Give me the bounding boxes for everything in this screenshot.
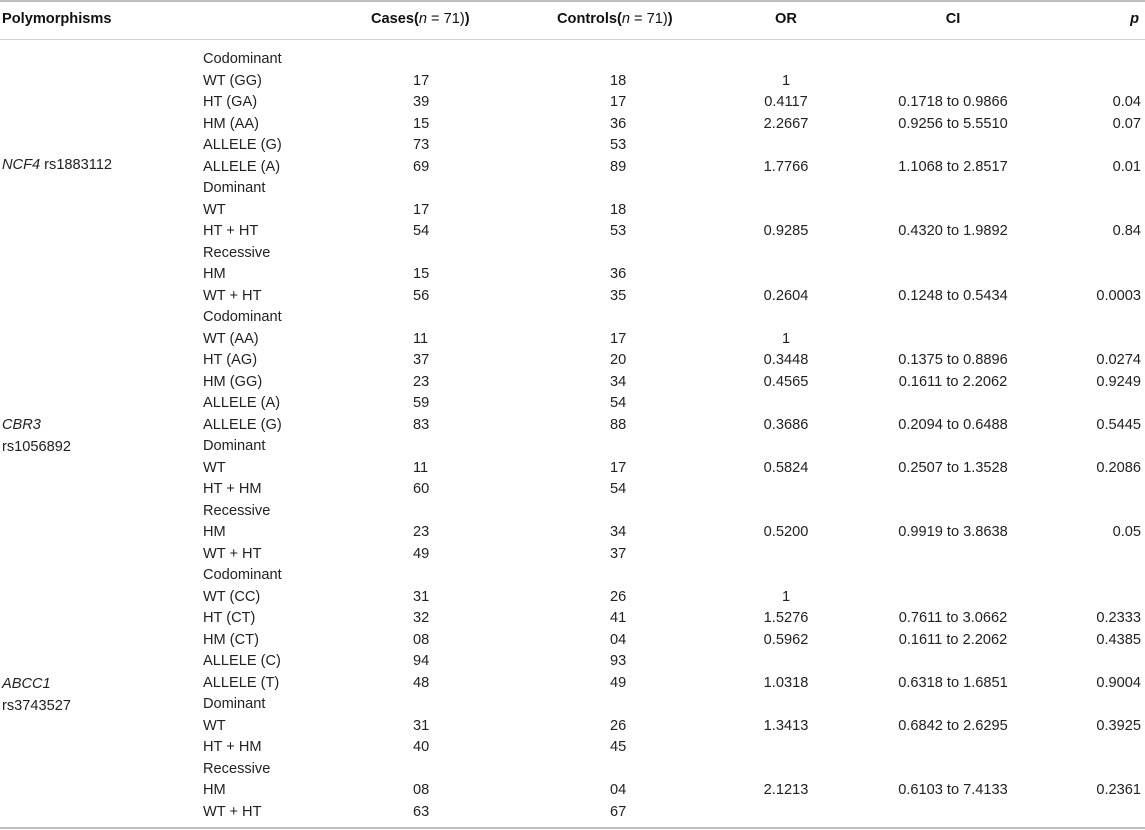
genotype-cell: HT (CT) <box>203 610 256 626</box>
table-row <box>0 221 1145 243</box>
ci-cell: 0.1718 to 0.9866 <box>898 94 1008 110</box>
or-cell: 2.1213 <box>763 782 809 798</box>
p-value-cell: 0.2086 <box>1096 459 1141 476</box>
header-controls-n: n <box>621 11 630 27</box>
cases-cell: 31 <box>413 717 430 734</box>
controls-cell: 37 <box>610 545 627 562</box>
or-cell: 0.3686 <box>763 416 809 433</box>
p-value-cell: 0.84 <box>1112 223 1141 239</box>
p-value-cell: 0.9249 <box>1096 373 1141 390</box>
genotype-cell: WT <box>203 201 226 218</box>
table-row <box>0 608 1145 630</box>
table-row <box>0 522 1145 544</box>
ci-cell: 0.6103 to 7.4133 <box>898 782 1008 798</box>
genotype-cell: HM <box>203 782 226 798</box>
table-row <box>0 458 1145 480</box>
controls-cell: 26 <box>610 588 627 605</box>
controls-cell: 17 <box>610 94 627 110</box>
or-cell: 1 <box>781 588 791 605</box>
cases-cell: 73 <box>413 137 430 153</box>
p-value-cell: 0.2361 <box>1096 782 1141 798</box>
polymorphism-label <box>2 415 71 458</box>
genotype-cell: Dominant <box>203 438 266 454</box>
snp-id: rs3743527 <box>2 697 71 714</box>
genotype-cell: ALLELE (A) <box>203 158 281 175</box>
p-value-cell: 0.9004 <box>1096 674 1141 691</box>
cases-cell: 17 <box>413 72 430 89</box>
table-row <box>0 651 1145 673</box>
controls-cell: 35 <box>610 287 627 304</box>
cases-cell: 48 <box>413 674 430 691</box>
controls-cell: 36 <box>610 115 627 132</box>
genotype-cell: WT + HT <box>203 545 262 562</box>
gene-name: NCF4 <box>2 156 41 173</box>
genotype-cell: Dominant <box>203 180 266 196</box>
ci-cell: 0.2094 to 0.6488 <box>898 416 1008 433</box>
genotype-cell: Recessive <box>203 244 271 261</box>
table-row <box>0 630 1145 652</box>
header-cases-prefix: Cases( <box>371 11 419 27</box>
cases-cell: 63 <box>413 803 430 820</box>
cases-cell: 23 <box>413 373 430 390</box>
genotype-cell: WT (AA) <box>203 330 259 347</box>
p-value-cell: 0.3925 <box>1096 717 1141 734</box>
p-value-cell: 0.01 <box>1112 158 1141 175</box>
p-value-cell: 0.0003 <box>1096 287 1141 304</box>
header-controls: Controls(n = 71)) <box>557 11 673 27</box>
genotype-cell: WT (CC) <box>203 588 261 605</box>
genotype-cell: Recessive <box>203 502 271 519</box>
ci-cell: 0.6318 to 1.6851 <box>898 674 1008 691</box>
p-value-cell: 0.05 <box>1112 524 1141 540</box>
cases-cell: 56 <box>413 287 430 304</box>
genotype-cell: ALLELE (C) <box>203 653 281 669</box>
ci-cell: 0.9256 to 5.5510 <box>898 115 1008 132</box>
header-cases-n: n <box>418 11 427 27</box>
header-ci: CI <box>945 11 961 27</box>
cases-cell: 11 <box>413 459 429 476</box>
table-bottom-rule <box>0 827 1145 829</box>
header-p: p <box>1130 11 1139 27</box>
table-row <box>0 92 1145 114</box>
cases-cell: 11 <box>413 330 429 347</box>
controls-cell: 17 <box>610 330 627 347</box>
cases-cell: 60 <box>413 481 430 497</box>
or-cell: 1 <box>781 330 791 347</box>
controls-cell: 41 <box>610 610 627 626</box>
controls-cell: 88 <box>610 416 627 433</box>
table-row <box>0 372 1145 394</box>
genotype-cell: WT (GG) <box>203 72 262 89</box>
table-row <box>0 415 1145 437</box>
or-cell: 1 <box>781 72 791 89</box>
table-row <box>0 178 1145 200</box>
cases-cell: 37 <box>413 352 430 368</box>
or-cell: 0.5824 <box>763 459 809 476</box>
table-row <box>0 243 1145 265</box>
or-cell: 0.9285 <box>763 223 809 239</box>
genotype-cell: Codominant <box>203 567 282 583</box>
genotype-cell: HM (AA) <box>203 115 259 132</box>
controls-cell: 93 <box>610 653 627 669</box>
header-controls-prefix: Controls( <box>557 11 622 27</box>
cases-cell: 08 <box>413 631 430 648</box>
or-cell: 1.5276 <box>763 610 809 626</box>
genotype-cell: HT + HM <box>203 481 262 497</box>
controls-cell: 34 <box>610 373 627 390</box>
controls-cell: 54 <box>610 481 627 497</box>
table-row <box>0 307 1145 329</box>
genotype-cell: HM (GG) <box>203 373 263 390</box>
polymorphism-label <box>2 155 112 177</box>
genotype-cell: ALLELE (G) <box>203 416 282 433</box>
cases-cell: 31 <box>413 588 430 605</box>
controls-cell: 18 <box>610 72 627 89</box>
controls-cell: 49 <box>610 674 627 691</box>
ci-cell: 0.4320 to 1.9892 <box>898 223 1008 239</box>
cases-cell: 94 <box>413 653 430 669</box>
controls-cell: 45 <box>610 739 627 755</box>
table-row <box>0 49 1145 71</box>
controls-cell: 36 <box>610 266 627 282</box>
controls-cell: 34 <box>610 524 627 540</box>
controls-cell: 04 <box>610 782 627 798</box>
table-row <box>0 350 1145 372</box>
genotype-cell: Recessive <box>203 760 271 777</box>
ci-cell: 0.1611 to 2.2062 <box>898 373 1008 390</box>
genotype-cell: WT <box>203 459 226 476</box>
genotype-cell: WT + HT <box>203 803 262 820</box>
table-row <box>0 737 1145 759</box>
table-row <box>0 436 1145 458</box>
header-polymorphisms: Polymorphisms <box>2 11 112 27</box>
ci-cell: 0.6842 to 2.6295 <box>898 717 1008 734</box>
table-row <box>0 802 1145 824</box>
controls-cell: 67 <box>610 803 627 820</box>
p-value-cell: 0.4385 <box>1096 631 1141 648</box>
header-controls-suffix: = 71) <box>629 11 668 27</box>
table-row <box>0 135 1145 157</box>
header-cases-suffix: = 71) <box>427 11 465 27</box>
p-value-cell: 0.2333 <box>1096 610 1141 626</box>
controls-cell: 53 <box>610 137 627 153</box>
cases-cell: 15 <box>413 115 430 132</box>
ci-cell: 0.2507 to 1.3528 <box>898 459 1008 476</box>
table-row <box>0 587 1145 609</box>
ci-cell: 1.1068 to 2.8517 <box>898 158 1008 175</box>
table-row <box>0 501 1145 523</box>
table-row <box>0 694 1145 716</box>
cases-cell: 23 <box>413 524 430 540</box>
controls-cell: 26 <box>610 717 627 734</box>
snp-id: rs1883112 <box>40 156 113 173</box>
controls-cell: 18 <box>610 201 627 218</box>
genotype-cell: HT (GA) <box>203 94 258 110</box>
table-row <box>0 329 1145 351</box>
p-value-cell: 0.07 <box>1112 115 1141 132</box>
or-cell: 0.3448 <box>763 352 809 368</box>
p-value-cell: 0.5445 <box>1096 416 1141 433</box>
or-cell: 0.4117 <box>764 94 808 110</box>
controls-cell: 20 <box>610 352 627 368</box>
table-row <box>0 673 1145 695</box>
genotype-cell: HM (CT) <box>203 631 259 648</box>
controls-cell: 17 <box>610 459 627 476</box>
genotype-cell: Dominant <box>203 696 266 712</box>
cases-cell: 17 <box>413 201 430 218</box>
cases-cell: 40 <box>413 739 430 755</box>
cases-cell: 08 <box>413 782 430 798</box>
or-cell: 0.5962 <box>763 631 809 648</box>
or-cell: 0.2604 <box>763 287 809 304</box>
cases-cell: 15 <box>413 266 430 282</box>
cases-cell: 49 <box>413 545 430 562</box>
controls-cell: 54 <box>610 395 627 411</box>
or-cell: 1.3413 <box>763 717 809 734</box>
genotype-cell: WT + HT <box>203 287 262 304</box>
p-value-cell: 0.04 <box>1112 94 1141 110</box>
table-row <box>0 759 1145 781</box>
table-row <box>0 157 1145 179</box>
controls-cell: 89 <box>610 158 627 175</box>
polymorphism-label <box>2 674 71 717</box>
or-cell: 1.0318 <box>763 674 809 691</box>
table-row <box>0 565 1145 587</box>
genotype-cell: ALLELE (T) <box>203 674 280 691</box>
ci-cell: 0.7611 to 3.0662 <box>898 610 1008 626</box>
genotype-cell: HM <box>203 266 226 282</box>
genotype-cell: ALLELE (G) <box>203 137 282 153</box>
table-row <box>0 71 1145 93</box>
ci-cell: 0.1611 to 2.2062 <box>898 631 1008 648</box>
cases-cell: 32 <box>413 610 430 626</box>
ci-cell: 0.1248 to 0.5434 <box>898 287 1008 304</box>
gene-name: CBR3 <box>2 417 41 433</box>
controls-cell: 04 <box>610 631 627 648</box>
or-cell: 2.2667 <box>763 115 809 132</box>
cases-cell: 83 <box>413 416 430 433</box>
ci-cell: 0.1375 to 0.8896 <box>898 352 1008 368</box>
p-value-cell: 0.0274 <box>1096 352 1141 368</box>
or-cell: 1.7766 <box>763 158 809 175</box>
genotype-cell: WT <box>203 717 226 734</box>
table-row <box>0 544 1145 566</box>
or-cell: 0.5200 <box>763 524 809 540</box>
gene-name: ABCC1 <box>2 676 51 692</box>
genotype-cell: Codominant <box>203 309 282 325</box>
cases-cell: 39 <box>413 94 430 110</box>
genotype-cell: HT + HT <box>203 223 259 239</box>
table-row <box>0 780 1145 802</box>
or-cell: 0.4565 <box>763 373 809 390</box>
header-rule <box>0 39 1145 40</box>
header-or: OR <box>775 11 797 27</box>
snp-id: rs1056892 <box>2 438 71 455</box>
table-row <box>0 716 1145 738</box>
genotype-cell: Codominant <box>203 51 282 67</box>
controls-cell: 53 <box>610 223 627 239</box>
genotype-cell: HT (AG) <box>203 352 258 368</box>
cases-cell: 59 <box>413 395 430 411</box>
genotype-cell: HM <box>203 524 226 540</box>
table-row <box>0 114 1145 136</box>
genotype-cell: HT + HM <box>203 739 262 755</box>
header-cases: Cases(n = 71)) <box>371 11 470 27</box>
cases-cell: 54 <box>413 223 430 239</box>
table-row <box>0 264 1145 286</box>
table-row <box>0 393 1145 415</box>
table-row <box>0 200 1145 222</box>
cases-cell: 69 <box>413 158 430 175</box>
table-row <box>0 479 1145 501</box>
ci-cell: 0.9919 to 3.8638 <box>898 524 1008 540</box>
table-row <box>0 286 1145 308</box>
genotype-cell: ALLELE (A) <box>203 395 281 411</box>
